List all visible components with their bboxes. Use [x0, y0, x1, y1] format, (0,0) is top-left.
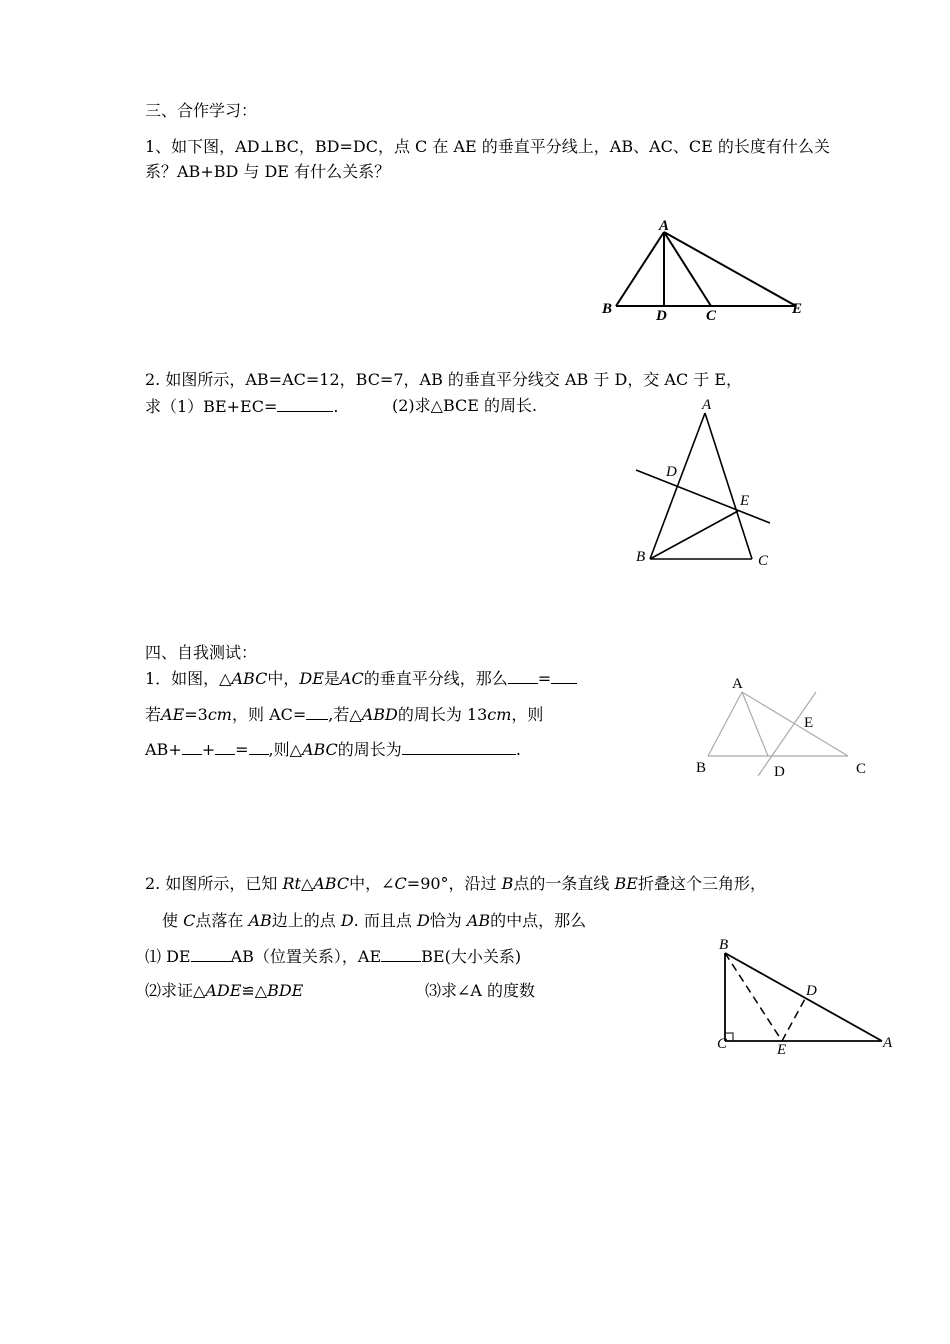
blank-size[interactable]	[381, 945, 421, 962]
s3-q1-figure	[600, 220, 810, 330]
s4-q2-line1: 2. 如图所示，已知 Rt△ABC中，∠C=90°，沿过 B点的一条直线 BE折叠这个三角形，	[145, 874, 766, 893]
blank-2[interactable]	[551, 667, 577, 684]
fig3-label-c: C	[856, 761, 867, 777]
s4-q2-line3: ⑴ DE AB（位置关系），AE BE(大小关系)	[145, 947, 522, 966]
fig3-label-e: E	[804, 715, 814, 731]
fig1-label-b: B	[602, 301, 613, 317]
s4-q1-figure	[690, 672, 880, 787]
fig3-label-b: B	[696, 760, 707, 776]
s3-q1-line1: 1、如下图，AD⊥BC，BD=DC，点 C 在 AE 的垂直平分线上，AB、AC、CE 的长度有什么关	[145, 137, 830, 156]
blank-5[interactable]	[249, 738, 269, 755]
s3-q2-line1: 2. 如图所示，AB=AC=12，BC=7，AB 的垂直平分线交 AB 于 D，交 AC 于 E，	[145, 370, 743, 389]
fig4-label-a: A	[883, 1035, 893, 1051]
blank-ac[interactable]	[306, 703, 328, 720]
blank-3[interactable]	[182, 738, 202, 755]
blank-4[interactable]	[215, 738, 235, 755]
fig3-label-d: D	[774, 764, 785, 780]
s3-q2-line2a: 求（1）BE+EC= .	[145, 397, 339, 416]
fig4-label-e: E	[777, 1042, 787, 1058]
s4-q1-line1: 1．如图，△ABC中，DE是AC的垂直平分线，那么 =	[145, 667, 577, 690]
section3-heading: 三、合作学习：	[145, 101, 258, 120]
fig2-label-e: E	[740, 493, 750, 509]
blank-perimeter[interactable]	[402, 738, 516, 755]
fig2-label-d: D	[666, 464, 677, 480]
s4-q1-line3: AB+ + = ,则△ABC的周长为 .	[145, 740, 521, 759]
blank-be-ec[interactable]	[277, 395, 333, 412]
fig2-label-b: B	[636, 549, 646, 565]
fig4-label-c: C	[717, 1036, 728, 1052]
fig1-label-a: A	[659, 218, 670, 234]
fig1-label-d: D	[656, 308, 667, 324]
s4-q1-line2: 若AE=3cm，则 AC= ,若△ABD的周长为 13cm，则	[145, 705, 544, 724]
fig1-label-e: E	[792, 301, 803, 317]
s3-q2-figure	[630, 395, 780, 575]
s3-q2-line2b: (2)求△BCE 的周长.	[392, 396, 538, 415]
s4-q2-figure	[710, 935, 900, 1060]
fig1-label-c: C	[706, 308, 717, 324]
blank-position[interactable]	[191, 945, 231, 962]
s4-q2-line2: 使 C点落在 AB边上的点 D. 而且点 D恰为 AB的中点，那么	[162, 911, 587, 930]
section4-heading: 四、自我测试：	[145, 643, 258, 662]
s4-q2-line4a: ⑵求证△ADE≌△BDE	[145, 981, 304, 1000]
blank-1[interactable]	[508, 667, 538, 684]
fig2-label-a: A	[702, 397, 712, 413]
fig3-label-a: A	[732, 676, 743, 692]
s4-q2-line4b: ⑶求∠A 的度数	[425, 981, 536, 1000]
s3-q1-line2: 系？AB+BD 与 DE 有什么关系？	[145, 162, 391, 181]
fig4-label-d: D	[806, 983, 817, 999]
fig4-label-b: B	[719, 937, 729, 953]
fig2-label-c: C	[758, 553, 769, 569]
